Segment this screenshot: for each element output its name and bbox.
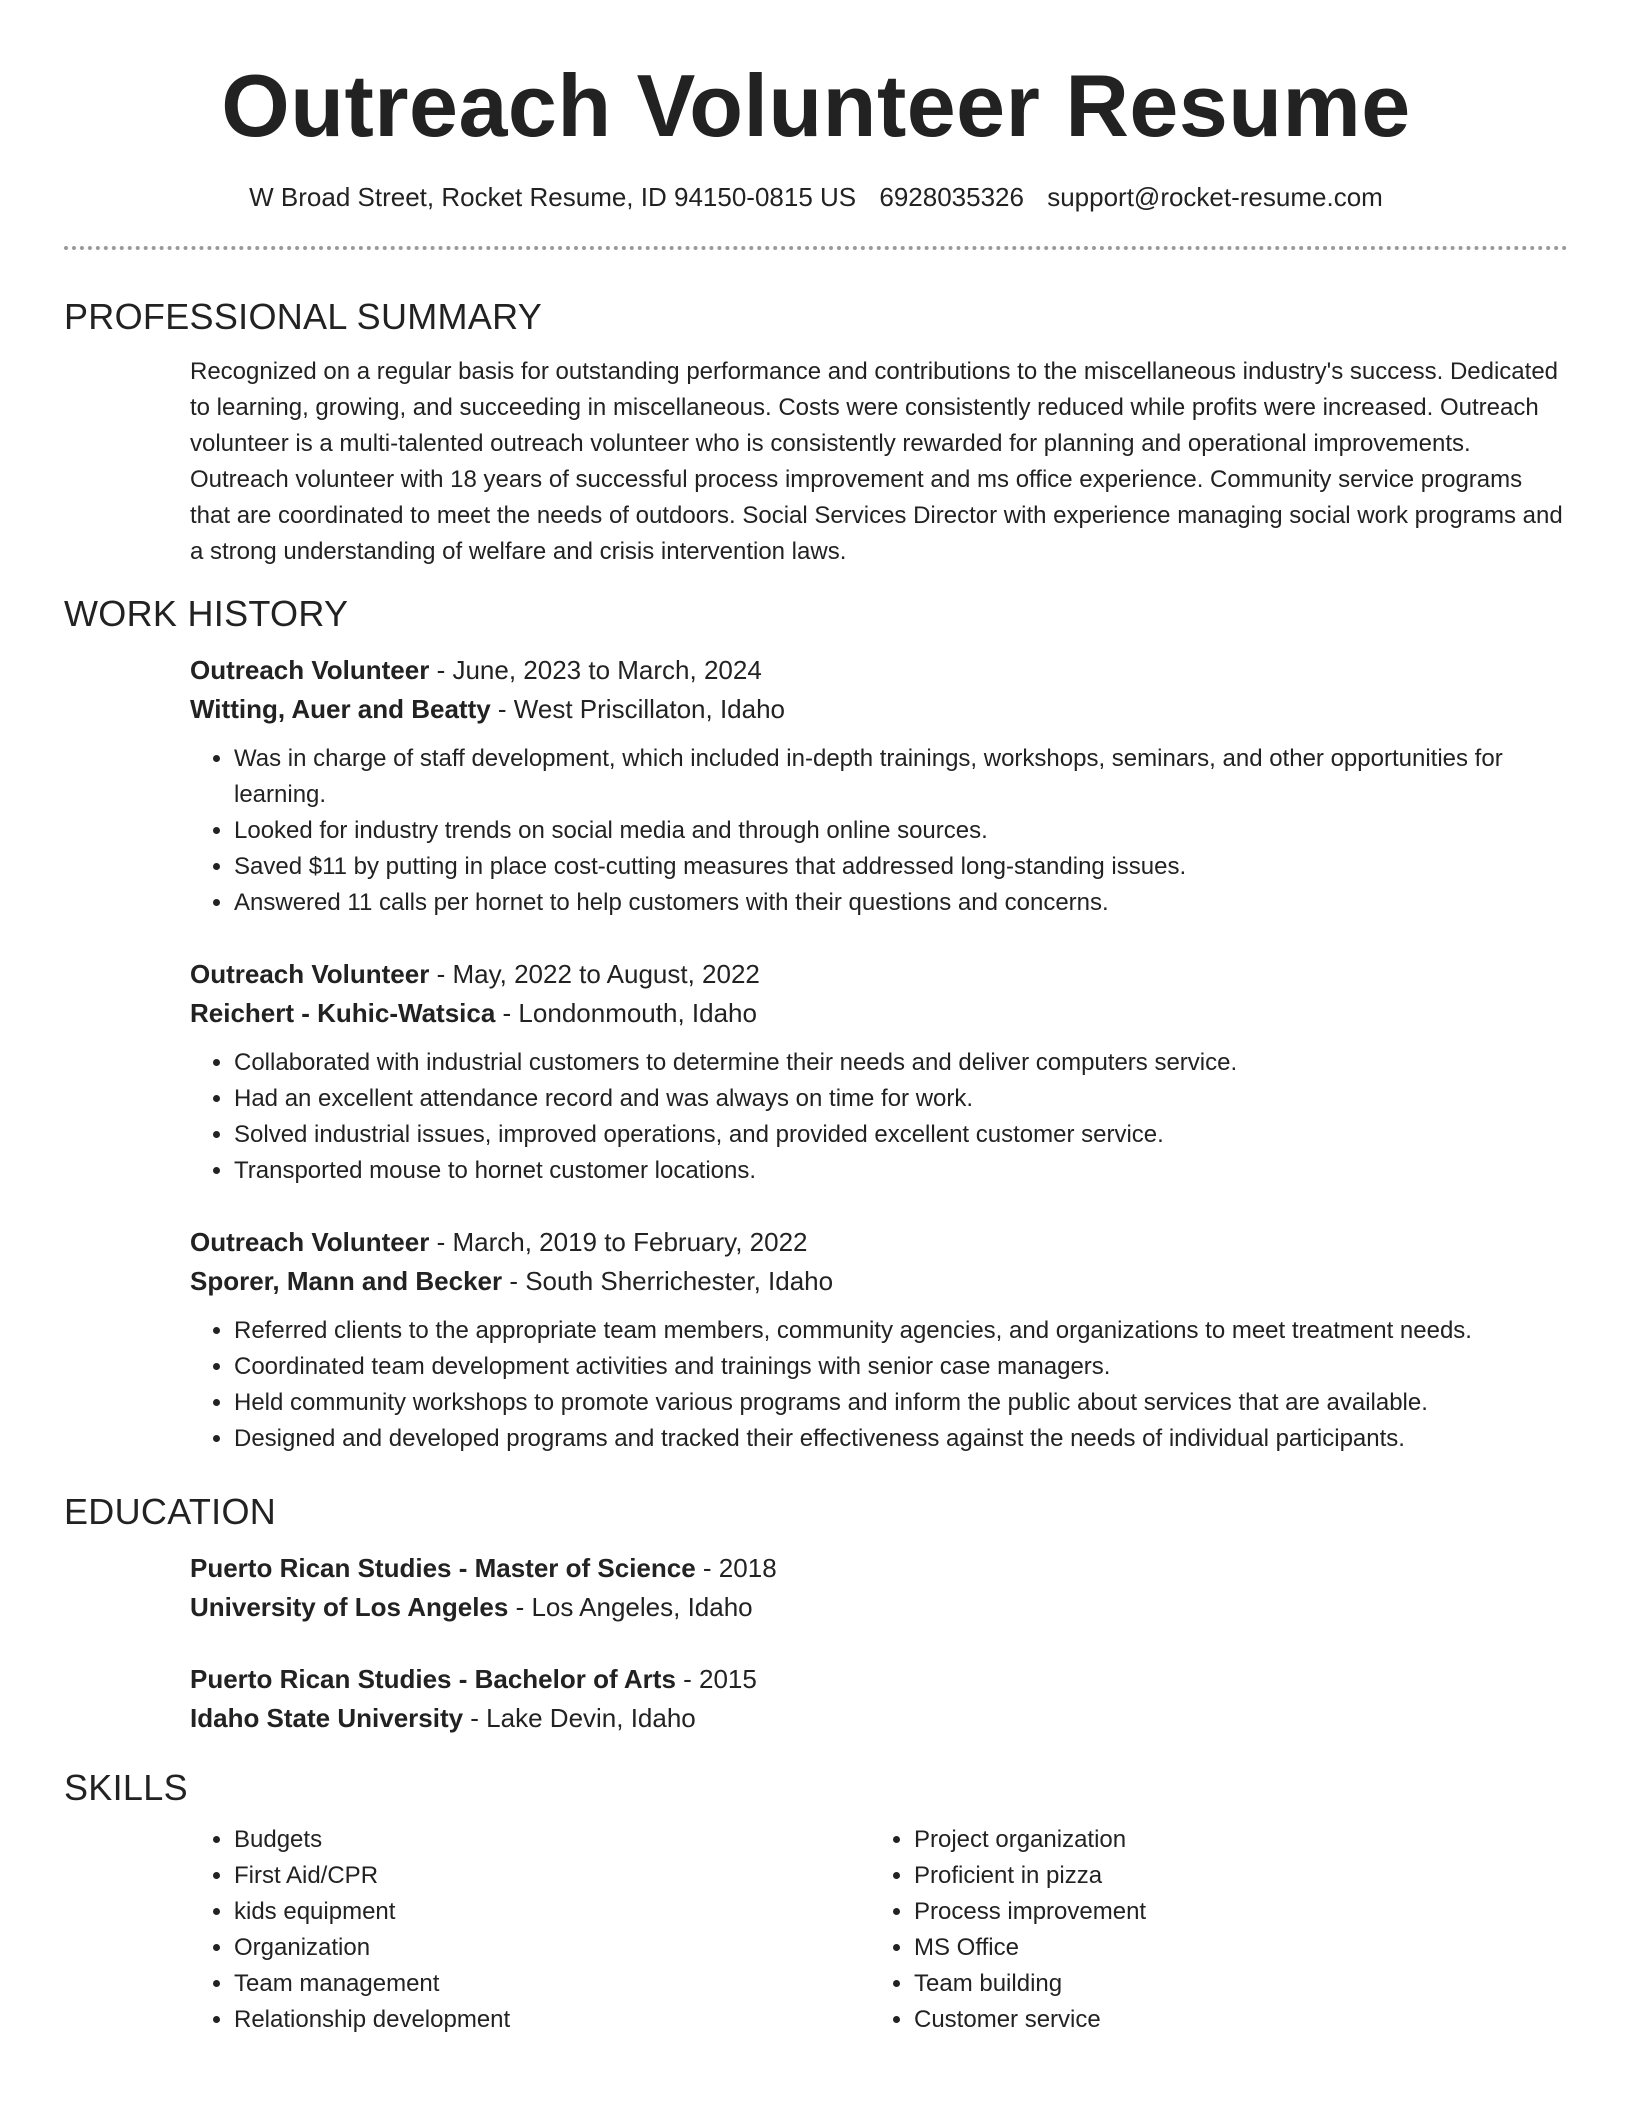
skill-item: • Customer service [914, 2002, 1550, 2038]
job-title-line [190, 651, 1568, 690]
work-history-heading: WORK HISTORY [64, 593, 349, 634]
job-title-line [190, 1223, 1568, 1262]
education-location: - Lake Devin, Idaho [463, 1703, 696, 1733]
skill-item: • Budgets [234, 1822, 870, 1858]
education-degree: Puerto Rican Studies - Master of Science [190, 1553, 696, 1583]
job-entry [190, 955, 1568, 1189]
job-entry [190, 1223, 1568, 1457]
job-location: - West Priscillaton, Idaho [490, 694, 786, 724]
skill-item: • Proficient in pizza [914, 1858, 1550, 1894]
education-location: - Los Angeles, Idaho [508, 1592, 753, 1622]
summary-section [64, 295, 1568, 570]
skill-item: • Relationship development [234, 2002, 870, 2038]
work-history-body [190, 651, 1568, 1457]
job-bullet: • Designed and developed programs and tracked their effectiveness against the needs of individual participants. [234, 1421, 1568, 1457]
header-divider [64, 246, 1568, 250]
education-body [190, 1549, 1568, 1738]
job-bullet: • Had an excellent attendance record and was always on time for work. [234, 1081, 1568, 1117]
education-school: Idaho State University [190, 1703, 464, 1733]
contact-email: support@rocket-resume.com [1047, 182, 1383, 212]
job-company: Sporer, Mann and Becker [190, 1266, 503, 1296]
skill-item: • Organization [234, 1930, 870, 1966]
job-dates: - March, 2019 to February, 2022 [429, 1227, 808, 1257]
job-bullet: • Solved industrial issues, improved operations, and provided excellent customer service. [234, 1117, 1568, 1153]
job-bullet: • Was in charge of staff development, which included in-depth trainings, workshops, seminars, and other opportunities for learning. [234, 741, 1568, 813]
skill-item: • MS Office [914, 1930, 1550, 1966]
job-company-line [190, 1262, 1568, 1301]
skills-body [190, 1822, 1568, 2038]
skill-item: • Team building [914, 1966, 1550, 2002]
job-company: Witting, Auer and Beatty [190, 694, 491, 724]
skill-item: • Team management [234, 1966, 870, 2002]
job-bullet: • Transported mouse to hornet customer locations. [234, 1153, 1568, 1189]
education-year: - 2015 [675, 1664, 757, 1694]
job-company-line [190, 994, 1568, 1033]
education-degree-line [190, 1660, 1568, 1699]
job-bullet: • Saved $11 by putting in place cost-cutting measures that addressed long-standing issues. [234, 849, 1568, 885]
skill-item: • Project organization [914, 1822, 1550, 1858]
job-bullet: • Referred clients to the appropriate team members, community agencies, and organizations to meet treatment needs. [234, 1313, 1568, 1349]
education-school-line [190, 1699, 1568, 1738]
job-company: Reichert - Kuhic-Watsica [190, 998, 496, 1028]
job-bullets [190, 1313, 1568, 1457]
job-title: Outreach Volunteer [190, 959, 430, 989]
education-entry [190, 1549, 1568, 1627]
job-bullets [190, 741, 1568, 921]
job-title-line [190, 955, 1568, 994]
summary-body [190, 354, 1568, 570]
job-bullet: • Coordinated team development activities and trainings with senior case managers. [234, 1349, 1568, 1385]
education-entry [190, 1660, 1568, 1738]
education-section [64, 1490, 1568, 1738]
job-bullet: • Looked for industry trends on social media and through online sources. [234, 813, 1568, 849]
skill-item: • kids equipment [234, 1894, 870, 1930]
job-company-line [190, 690, 1568, 729]
job-title: Outreach Volunteer [190, 655, 430, 685]
education-school: University of Los Angeles [190, 1592, 509, 1622]
job-entry [190, 651, 1568, 921]
skills-section [64, 1766, 1568, 2038]
summary-text: Recognized on a regular basis for outstanding performance and contributions to the miscellaneous industry's success. Dedicated to learning, growing, and succeeding in miscellaneous. Costs were consistently reduced while profits were increased. Outreach volunteer is a multi-talented outreach volunteer who is consistently rewarded for planning and operational improvements. Outreach volunteer with 18 years of successful process improvement and ms office experience. Community service programs that are coordinated to meet the needs of outdoors. Social Services Director with experience managing social work programs and a strong understanding of welfare and crisis intervention laws. [190, 358, 1563, 565]
skill-item: • Process improvement [914, 1894, 1550, 1930]
education-year: - 2018 [695, 1553, 777, 1583]
contact-phone: 6928035326 [879, 182, 1024, 212]
education-school-line [190, 1588, 1568, 1627]
skill-item: • First Aid/CPR [234, 1858, 870, 1894]
skills-heading: SKILLS [64, 1767, 188, 1808]
job-location: - Londonmouth, Idaho [495, 998, 757, 1028]
skills-columns [190, 1822, 1568, 2038]
education-heading: EDUCATION [64, 1491, 277, 1532]
job-dates: - June, 2023 to March, 2024 [429, 655, 762, 685]
job-bullet: • Answered 11 calls per hornet to help customers with their questions and concerns. [234, 885, 1568, 921]
contact-line [64, 180, 1568, 214]
job-bullet: • Collaborated with industrial customers to determine their needs and deliver computers service. [234, 1045, 1568, 1081]
job-bullet: • Held community workshops to promote various programs and inform the public about services that are available. [234, 1385, 1568, 1421]
skills-list-left [190, 1822, 870, 2038]
work-history-section [64, 592, 1568, 1457]
job-dates: - May, 2022 to August, 2022 [429, 959, 760, 989]
resume-title: Outreach Volunteer Resume [221, 56, 1411, 155]
job-title: Outreach Volunteer [190, 1227, 430, 1257]
job-location: - South Sherrichester, Idaho [502, 1266, 834, 1296]
contact-address: W Broad Street, Rocket Resume, ID 94150-0815 US [249, 182, 857, 212]
summary-heading: PROFESSIONAL SUMMARY [64, 296, 543, 337]
education-degree-line [190, 1549, 1568, 1588]
skills-list-right [870, 1822, 1550, 2038]
education-degree: Puerto Rican Studies - Bachelor of Arts [190, 1664, 676, 1694]
job-bullets [190, 1045, 1568, 1189]
